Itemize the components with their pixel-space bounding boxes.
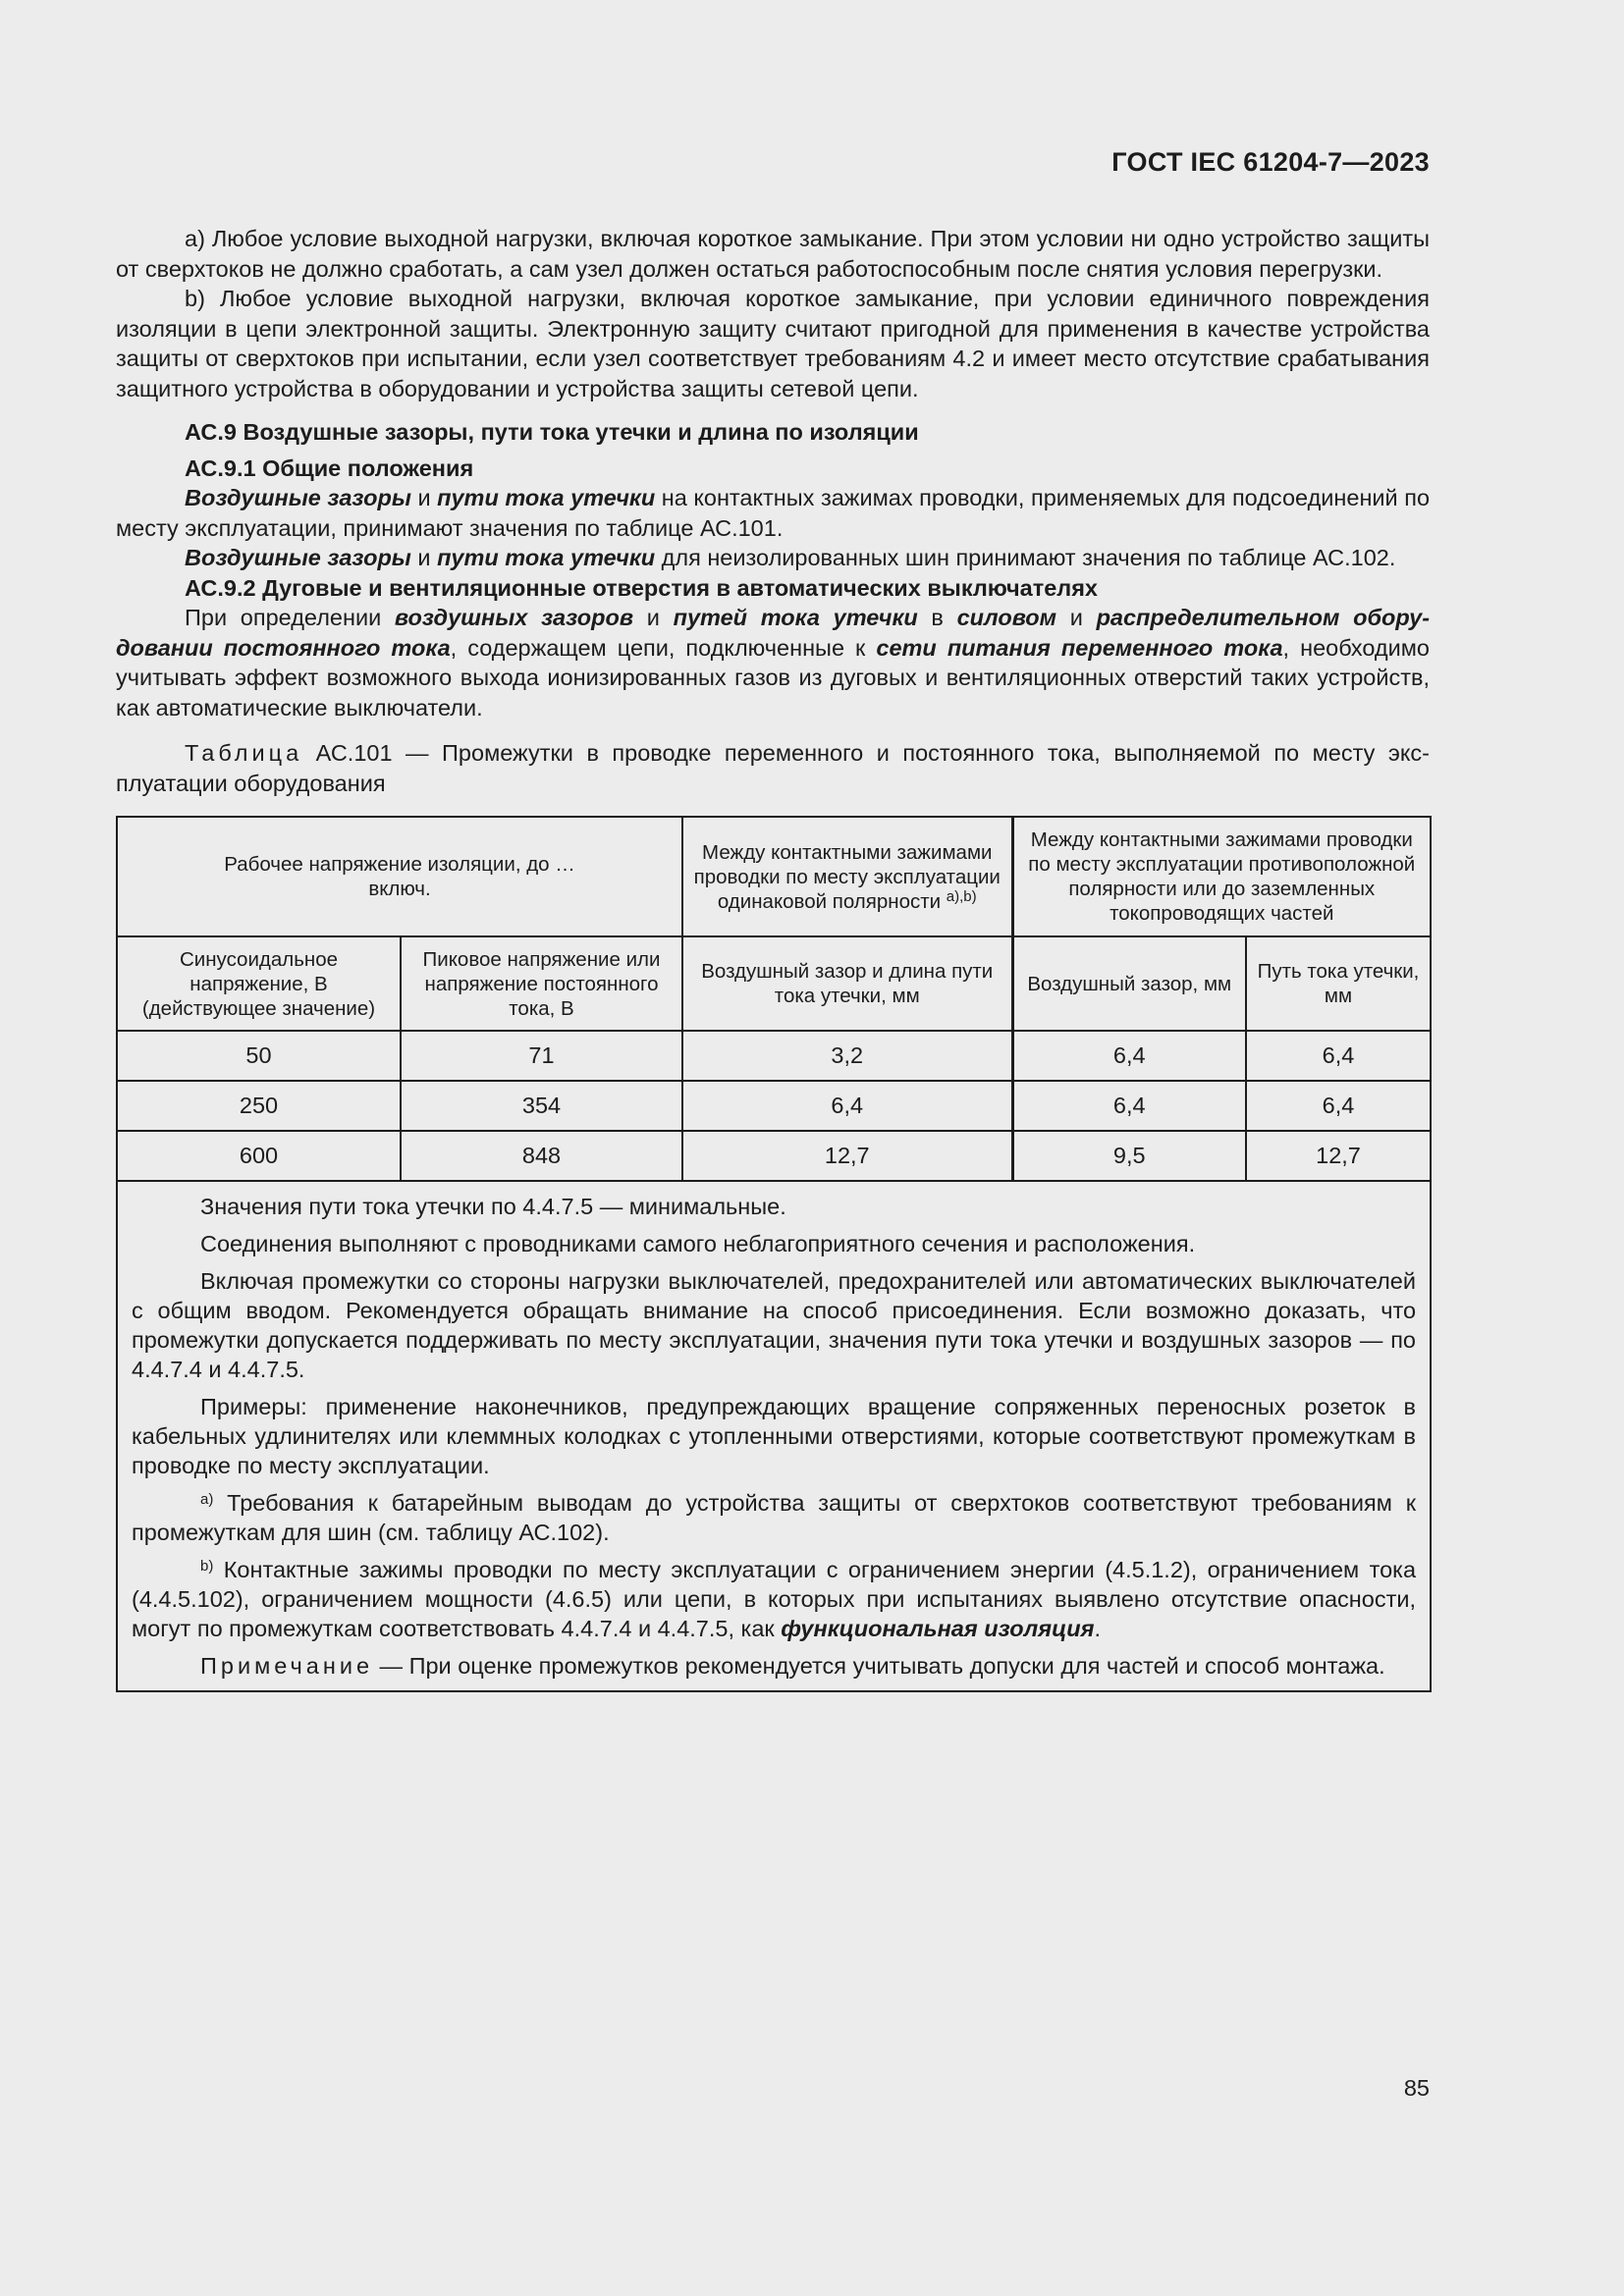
table-cell: 9,5 bbox=[1012, 1131, 1246, 1181]
text-run: , содержащем цепи, подключенные к bbox=[450, 634, 877, 661]
term-creepage: пути тока утечки bbox=[437, 545, 656, 570]
table-cell: 12,7 bbox=[1246, 1131, 1431, 1181]
text-run: в bbox=[917, 605, 957, 630]
table-cell: 250 bbox=[117, 1081, 401, 1131]
table-cell: 50 bbox=[117, 1031, 401, 1081]
text-run: на контактных зажимах проводки, применяемых для подсоединений по месту эксплуатации, принимают значения по таблице АС.101. bbox=[116, 485, 1431, 541]
footnote-text: Требования к батарейным выводам до устройства защиты от сверхтоков соответствуют требованиям к промежуткам для шин (см. таблицу АС.102). bbox=[132, 1490, 1417, 1545]
table-row bbox=[117, 1081, 1431, 1131]
section-heading-ac92: АС.9.2 Дуговые и вентиляционные отверстия в автоматических выключателях bbox=[185, 574, 1098, 601]
header-peak-voltage: Пиковое напряжение или напряжение постоянного тока, В bbox=[401, 936, 682, 1031]
table-cell: 71 bbox=[401, 1031, 682, 1081]
table-cell: 6,4 bbox=[1246, 1031, 1431, 1081]
footnote-mark: b) bbox=[200, 1558, 214, 1575]
term-air-clearances: Воздушные зазоры bbox=[185, 545, 411, 570]
term-ac-mains: сети питания переменного тока bbox=[876, 634, 1283, 661]
table-cell: 600 bbox=[117, 1131, 401, 1181]
table-cell: 6,4 bbox=[682, 1081, 1012, 1131]
table-cell: 848 bbox=[401, 1131, 682, 1181]
text-run: . bbox=[1094, 1616, 1101, 1641]
note-text: — При оценке промежутков рекомендуется учитывать допуски для частей и способ монтажа. bbox=[373, 1653, 1385, 1679]
table-cell: 354 bbox=[401, 1081, 682, 1131]
table-caption-text: АС.101 — Промежутки в проводке переменного и постоянного тока, выполняемой по месту эксплуатации оборудования bbox=[116, 740, 1430, 796]
table-header-row-2 bbox=[117, 936, 1431, 1031]
table-cell: 6,4 bbox=[1246, 1081, 1431, 1131]
table-note-4: Примеры: применение наконечников, предупреждающих вращение сопряженных переносных розеток в кабельных удлинителях или клеммных колодках с утопленными отверстиями, которые соответствуют промежуткам в проводке по месту эксплуатации. bbox=[132, 1394, 1417, 1478]
term-air-clearances: Воздушные зазоры bbox=[185, 485, 411, 510]
header-opposite-polarity: Между контактными зажимами проводки по месту эксплуатации противоположной полярности или до заземленных токопроводящих частей bbox=[1012, 817, 1431, 936]
term-creepage: пути тока утечки bbox=[437, 485, 656, 510]
text-run: и bbox=[633, 605, 674, 630]
paragraph-item-b: b) Любое условие выходной нагрузки, включая короткое замыкание, при условии единичного повреждения изоляции в цепи электронной защиты. Электронную защиту считают пригодной для применения в качестве устройства защиты от сверхтоков при испытании, если узел соответствует требованиям 4.2 и имеет место отсутствие срабатывания защитного устройства в оборудовании и устройства защиты сетевой цепи. bbox=[116, 286, 1430, 401]
term-power: силовом bbox=[956, 605, 1057, 630]
table-footnote-b bbox=[132, 1555, 1416, 1643]
table-row bbox=[117, 1031, 1431, 1081]
table-footnote-a bbox=[132, 1488, 1416, 1547]
table-header-row-1 bbox=[117, 817, 1431, 936]
table-note-1: Значения пути тока утечки по 4.4.7.5 — минимальные. bbox=[200, 1194, 786, 1219]
header-sinusoidal-voltage: Синусоидальное напряжение, В (действующее значение) bbox=[117, 936, 401, 1031]
text-run: и bbox=[410, 545, 438, 570]
header-same-polarity bbox=[682, 817, 1012, 936]
term-dc-distribution: распределительном оборудовании постоянного тока bbox=[116, 605, 1431, 661]
paragraph-ac91-1 bbox=[116, 483, 1430, 543]
section-heading-ac91: АС.9.1 Общие положения bbox=[185, 454, 474, 481]
clearance-table bbox=[116, 816, 1432, 1692]
note-word: Примечание bbox=[200, 1653, 374, 1679]
table-cell: 3,2 bbox=[682, 1031, 1012, 1081]
text-run: , необходимо учитывать эффект возможного выхода ионизированных газов из дуговых и вентиляционных отверстий таких устройств, как автоматические выключатели. bbox=[116, 634, 1430, 721]
table-caption bbox=[116, 738, 1430, 798]
paragraph-ac92 bbox=[116, 603, 1430, 722]
document-body bbox=[116, 224, 1430, 1692]
header-air-clearance: Воздушный зазор, мм bbox=[1012, 936, 1246, 1031]
table-note-3: Включая промежутки со стороны нагрузки выключателей, предохранителей или автоматических выключателей с общим вводом. Рекомендуется обращать внимание на способ присоединения. Если возможно доказать, что промежутки допускается поддерживать по месту эксплуатации, значения пути тока утечки и воздушных зазоров — по 4.4.7.4 и 4.4.7.5. bbox=[132, 1268, 1417, 1382]
footnote-ref: а),b) bbox=[946, 887, 977, 905]
table-note-2: Соединения выполняют с проводниками самого неблагоприятного сечения и расположения. bbox=[200, 1231, 1196, 1256]
table-notes-row bbox=[117, 1181, 1431, 1691]
document-header: ГОСТ IEC 61204-7—2023 bbox=[1111, 147, 1430, 177]
term-functional-insulation: функциональная изоляция bbox=[781, 1616, 1095, 1641]
table-row bbox=[117, 1131, 1431, 1181]
paragraph-item-a: а) Любое условие выходной нагрузки, включая короткое замыкание. При этом условии ни одно устройство защиты от сверхтоков не должно сработать, а сам узел должен остаться работоспособным после снятия условия перегрузки. bbox=[116, 226, 1430, 282]
page-number: 85 bbox=[1403, 2075, 1430, 2101]
text-run: и bbox=[1056, 605, 1097, 630]
term-air-clearances: воздушных зазоров bbox=[394, 605, 634, 630]
section-heading-ac9: АС.9 Воздушные зазоры, пути тока утечки и длина по изоляции bbox=[185, 419, 919, 445]
header-creepage: Путь тока утечки, мм bbox=[1246, 936, 1431, 1031]
table-cell: 12,7 bbox=[682, 1131, 1012, 1181]
header-text: Между контактными зажимами проводки по месту эксплуатации одинаковой полярности bbox=[693, 840, 1001, 913]
term-creepage: путей тока утечки bbox=[673, 605, 918, 630]
header-working-voltage: Рабочее напряжение изоляции, до … включ. bbox=[117, 817, 682, 936]
table-cell: 6,4 bbox=[1012, 1031, 1246, 1081]
footnote-text: Контактные зажимы проводки по месту эксплуатации с ограничением энергии (4.5.1.2), ограничением тока (4.4.5.102), ограничением мощности (4.6.5) или цепи, в которых при испытаниях выявлено отсутствие опасности, могут по промежуткам соответствовать 4.4.7.4 и 4.4.7.5, как bbox=[132, 1557, 1417, 1641]
table-cell: 6,4 bbox=[1012, 1081, 1246, 1131]
document-page bbox=[116, 0, 1430, 2296]
table-notes bbox=[117, 1181, 1431, 1691]
text-run: При определении bbox=[185, 605, 395, 630]
table-note-remark bbox=[132, 1651, 1416, 1681]
text-run: и bbox=[410, 485, 438, 510]
table-caption-word: Таблица bbox=[185, 740, 303, 766]
paragraph-ac91-2 bbox=[116, 543, 1430, 573]
header-air-and-creepage: Воздушный зазор и длина пути тока утечки, мм bbox=[682, 936, 1012, 1031]
footnote-mark: а) bbox=[200, 1491, 214, 1508]
text-run: для неизолированных шин принимают значения по таблице АС.102. bbox=[655, 545, 1396, 570]
